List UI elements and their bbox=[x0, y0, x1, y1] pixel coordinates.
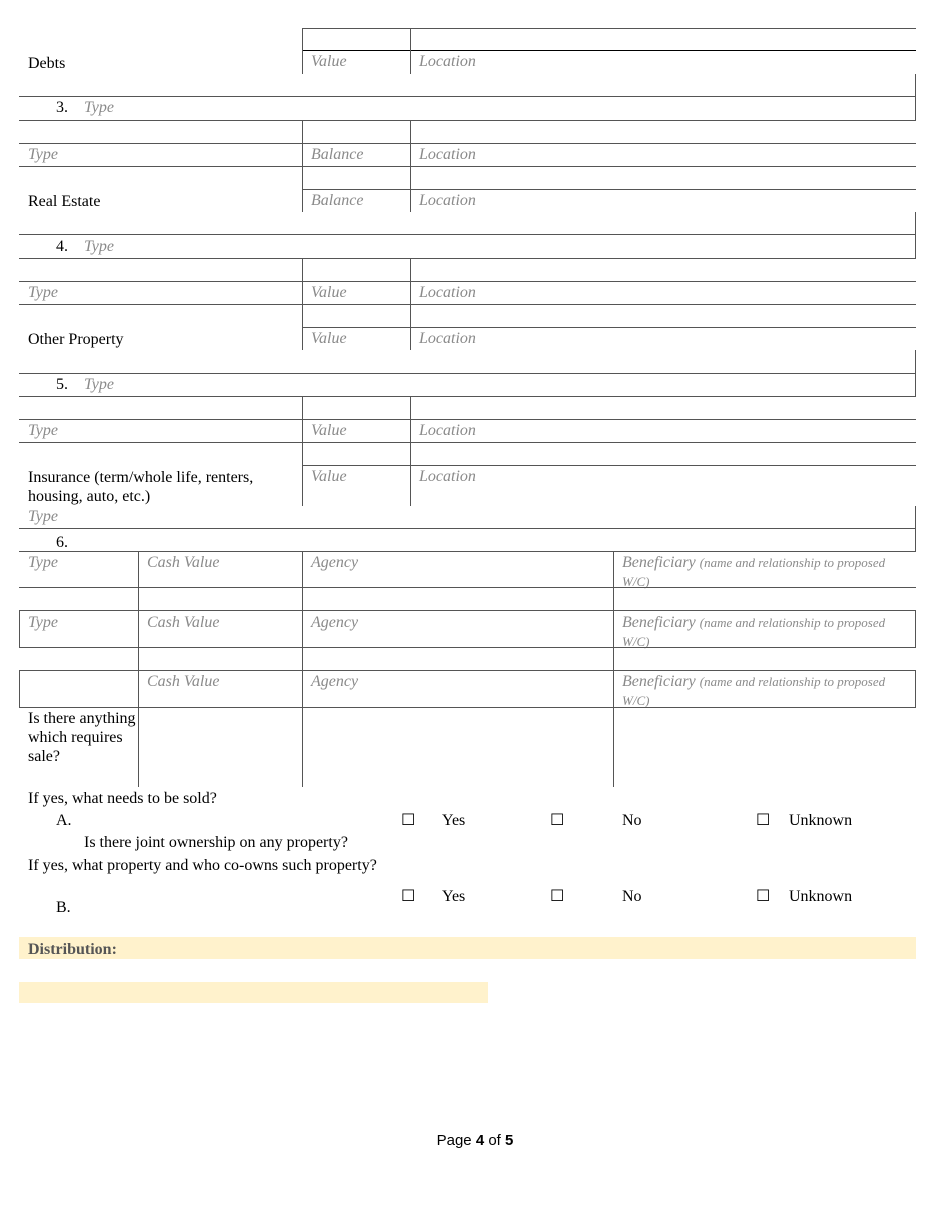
real-estate-balance-field[interactable]: Balance bbox=[311, 192, 364, 209]
page-current: 4 bbox=[475, 1132, 485, 1149]
beneficiary-heading: Beneficiary bbox=[622, 673, 696, 690]
rule bbox=[915, 506, 916, 552]
debt-type-field[interactable]: Type bbox=[28, 146, 58, 163]
b-no-checkbox[interactable]: ☐ bbox=[550, 886, 565, 905]
other-property-label: Other Property bbox=[28, 331, 124, 348]
rule bbox=[915, 212, 916, 258]
page-word: Page bbox=[436, 1132, 472, 1149]
rule bbox=[19, 610, 916, 611]
question-b-letter: B. bbox=[56, 899, 71, 916]
row-5-type-field[interactable]: Type bbox=[84, 376, 114, 393]
insurance-label: Insurance (term/whole life, renters, housing, auto, etc.) bbox=[28, 469, 254, 505]
insurance-cash-value-field[interactable]: Cash Value bbox=[147, 614, 220, 631]
row-number-6: 6. bbox=[56, 534, 68, 551]
row-3-type-field[interactable]: Type bbox=[84, 99, 114, 116]
rule bbox=[410, 396, 411, 506]
of-word: of bbox=[488, 1132, 501, 1149]
real-estate-value-field[interactable]: Value bbox=[311, 284, 347, 301]
rule bbox=[302, 396, 303, 506]
rule bbox=[613, 610, 614, 670]
rule bbox=[613, 551, 614, 610]
row-number-4: 4. bbox=[56, 238, 68, 255]
insurance-beneficiary-field[interactable] bbox=[622, 613, 914, 651]
insurance-agency-field[interactable]: Agency bbox=[311, 673, 359, 690]
rule bbox=[19, 396, 916, 397]
beneficiary-heading: Beneficiary bbox=[622, 614, 696, 631]
insurance-type-field[interactable]: Type bbox=[28, 508, 58, 525]
beneficiary-note: (name and relationship to proposed W/C) bbox=[622, 674, 886, 708]
joint-followup: If yes, what property and who co-owns such property? bbox=[28, 857, 377, 874]
rule bbox=[302, 327, 916, 328]
rule bbox=[302, 670, 303, 787]
rule bbox=[302, 28, 916, 29]
rule bbox=[19, 442, 916, 443]
joint-no-label: No bbox=[622, 812, 642, 829]
rule bbox=[915, 670, 916, 707]
rule bbox=[19, 419, 916, 420]
rule bbox=[19, 143, 916, 144]
rule bbox=[302, 28, 303, 74]
real-estate-type-field[interactable]: Type bbox=[28, 284, 58, 301]
rule bbox=[19, 528, 916, 529]
rule bbox=[19, 610, 20, 647]
rule bbox=[19, 96, 916, 97]
sale-question: Is there anything which requires sale? bbox=[28, 710, 136, 765]
insurance-cash-value-field[interactable]: Cash Value bbox=[147, 554, 220, 571]
rule bbox=[138, 670, 139, 787]
rule bbox=[915, 74, 916, 120]
rule bbox=[19, 670, 20, 707]
rule bbox=[19, 166, 916, 167]
insurance-beneficiary-field[interactable] bbox=[622, 672, 914, 710]
row-number-3: 3. bbox=[56, 99, 68, 116]
insurance-location-field[interactable]: Location bbox=[419, 468, 476, 485]
rule bbox=[302, 610, 303, 670]
insurance-value-field[interactable]: Value bbox=[311, 468, 347, 485]
rule bbox=[302, 551, 303, 610]
real-estate-location-field[interactable]: Location bbox=[419, 192, 476, 209]
beneficiary-note: (name and relationship to proposed W/C) bbox=[622, 615, 886, 649]
rule bbox=[19, 281, 916, 282]
b-unknown-checkbox[interactable]: ☐ bbox=[756, 886, 771, 905]
distribution-input[interactable] bbox=[19, 982, 488, 1003]
beneficiary-heading: Beneficiary bbox=[622, 554, 696, 571]
joint-unknown-label: Unknown bbox=[789, 812, 853, 829]
b-no-label: No bbox=[622, 888, 642, 905]
real-estate-row-location-field[interactable]: Location bbox=[419, 284, 476, 301]
rule bbox=[19, 258, 916, 259]
debt-balance-field[interactable]: Balance bbox=[311, 146, 364, 163]
row-4-type-field[interactable]: Type bbox=[84, 238, 114, 255]
other-type-field[interactable]: Type bbox=[28, 422, 58, 439]
page-total: 5 bbox=[505, 1132, 514, 1149]
rule bbox=[19, 373, 916, 374]
joint-unknown-checkbox[interactable]: ☐ bbox=[756, 810, 771, 829]
insurance-row-type-field[interactable]: Type bbox=[28, 614, 58, 631]
b-yes-checkbox[interactable]: ☐ bbox=[401, 886, 416, 905]
rule bbox=[19, 234, 916, 235]
rule bbox=[19, 587, 916, 588]
insurance-row-type-field[interactable]: Type bbox=[28, 554, 58, 571]
row-number-5: 5. bbox=[56, 376, 68, 393]
question-a-letter: A. bbox=[56, 812, 72, 829]
insurance-agency-field[interactable]: Agency bbox=[311, 614, 359, 631]
rule bbox=[302, 50, 916, 51]
other-property-value-field[interactable]: Value bbox=[311, 330, 347, 347]
insurance-cash-value-field[interactable]: Cash Value bbox=[147, 673, 220, 690]
rule bbox=[19, 707, 916, 708]
b-yes-label: Yes bbox=[442, 888, 466, 905]
rule bbox=[19, 120, 916, 121]
joint-no-checkbox[interactable]: ☐ bbox=[550, 810, 565, 829]
rule bbox=[19, 670, 916, 671]
distribution-band bbox=[19, 937, 916, 959]
debt-location-field[interactable]: Location bbox=[419, 146, 476, 163]
rule bbox=[410, 28, 411, 74]
debts-label: Debts bbox=[28, 55, 66, 72]
other-location-field[interactable]: Location bbox=[419, 422, 476, 439]
rule bbox=[138, 551, 139, 610]
joint-yes-label: Yes bbox=[442, 812, 466, 829]
b-unknown-label: Unknown bbox=[789, 888, 853, 905]
beneficiary-note: (name and relationship to proposed W/C) bbox=[622, 555, 886, 589]
insurance-agency-field[interactable]: Agency bbox=[311, 554, 359, 571]
joint-ownership-question: Is there joint ownership on any property? bbox=[84, 834, 348, 851]
rule bbox=[302, 465, 916, 466]
real-estate-label: Real Estate bbox=[28, 193, 101, 210]
rule bbox=[915, 610, 916, 647]
debts-location-field[interactable]: Location bbox=[419, 53, 476, 70]
sale-followup: If yes, what needs to be sold? bbox=[28, 790, 217, 807]
rule bbox=[138, 610, 139, 670]
rule bbox=[19, 551, 916, 552]
other-property-location-field[interactable]: Location bbox=[419, 330, 476, 347]
other-value-field[interactable]: Value bbox=[311, 422, 347, 439]
debts-value-field[interactable]: Value bbox=[311, 53, 347, 70]
rule bbox=[19, 304, 916, 305]
rule bbox=[613, 670, 614, 787]
distribution-heading: Distribution: bbox=[28, 941, 117, 958]
page-footer bbox=[0, 1132, 950, 1150]
rule bbox=[302, 189, 916, 190]
insurance-beneficiary-field[interactable] bbox=[622, 553, 914, 591]
joint-yes-checkbox[interactable]: ☐ bbox=[401, 810, 416, 829]
rule bbox=[19, 647, 916, 648]
